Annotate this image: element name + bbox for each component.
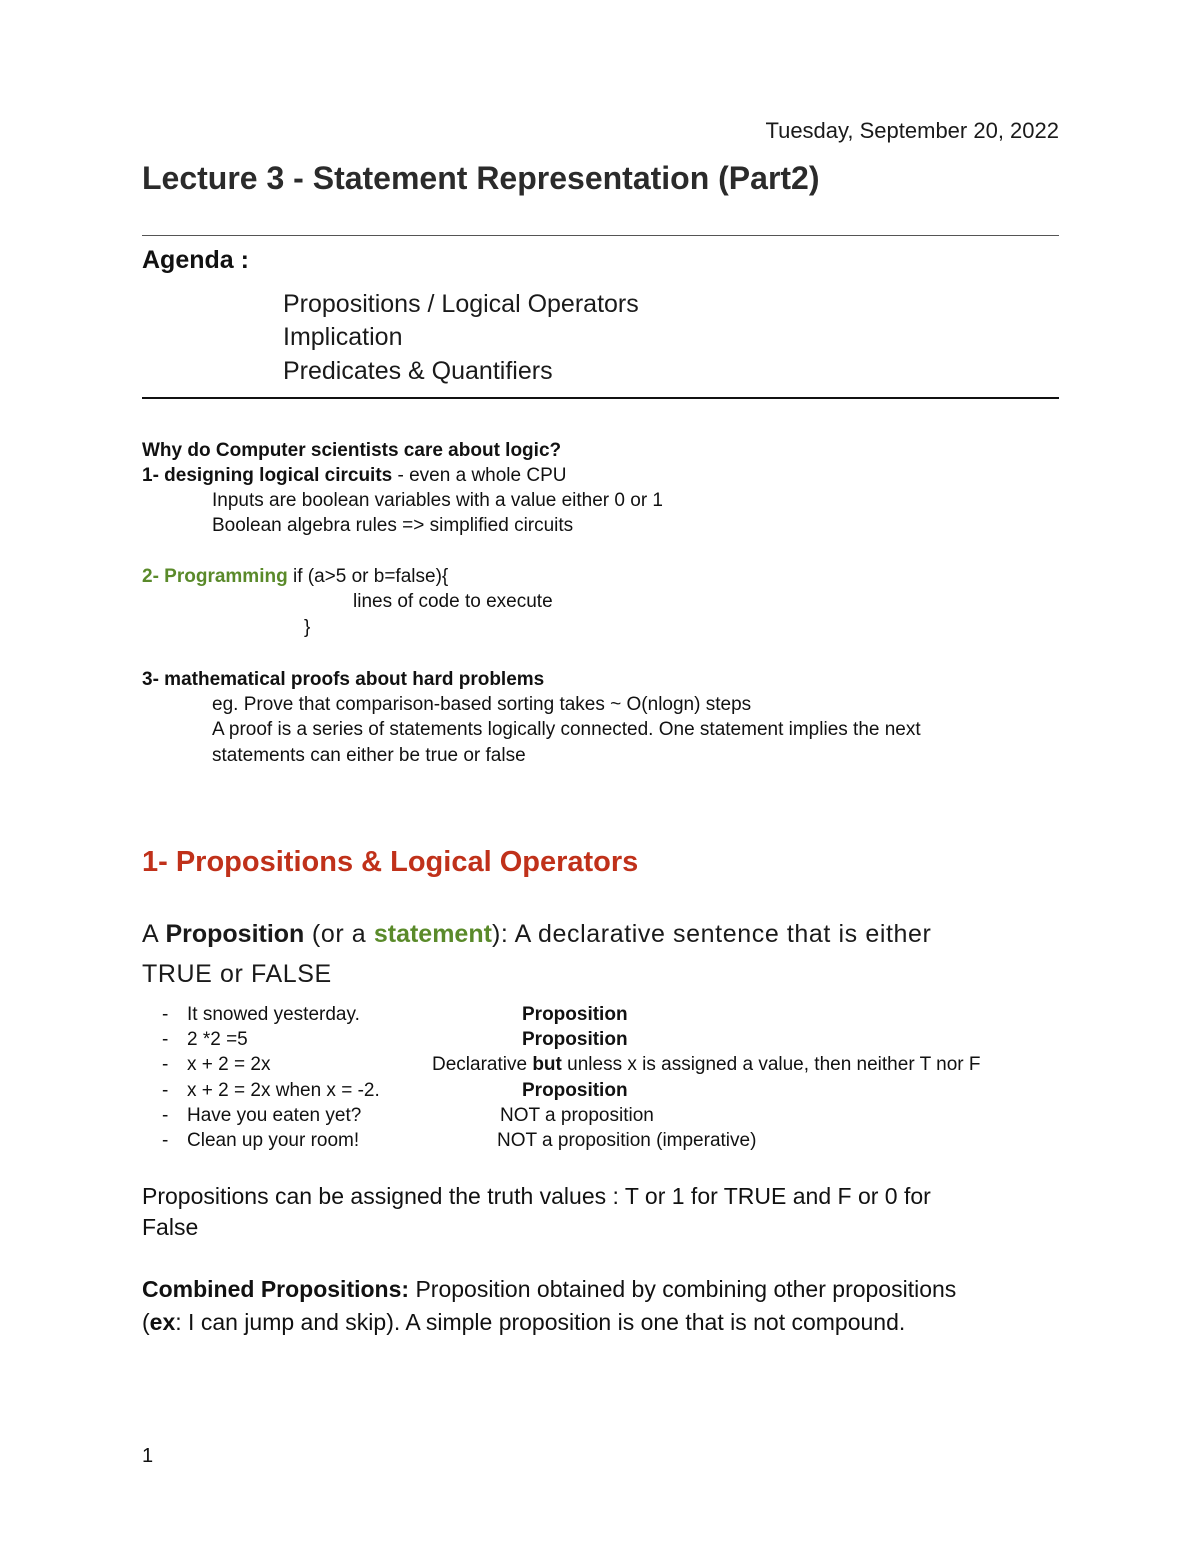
why-item-2-title: 2- Programming bbox=[142, 566, 288, 587]
verdict-text: Declarative bbox=[432, 1054, 533, 1075]
why-item-1 bbox=[142, 465, 566, 487]
date: Tuesday, September 20, 2022 bbox=[765, 118, 1059, 143]
combined-text: Proposition obtained by combining other propositions bbox=[409, 1276, 957, 1302]
truth-values-text: Propositions can be assigned the truth values : T or 1 for TRUE and F or 0 for bbox=[142, 1183, 931, 1209]
why-item-2-code-body: lines of code to execute bbox=[353, 591, 553, 612]
example-text: 2 *2 =5 bbox=[187, 1029, 248, 1050]
combined-text: : I can jump and skip). A simple proposition is one that is not compound. bbox=[175, 1309, 906, 1335]
why-item-2-code-close: } bbox=[304, 617, 311, 638]
combined-propositions bbox=[142, 1276, 956, 1303]
example-verdict: NOT a proposition (imperative) bbox=[497, 1130, 757, 1151]
why-item-2 bbox=[142, 566, 448, 588]
example-text: x + 2 = 2x bbox=[187, 1054, 271, 1075]
proposition-definition-cont: TRUE or FALSE bbox=[142, 960, 332, 988]
bullet: - bbox=[162, 1054, 169, 1075]
agenda-item: Implication bbox=[283, 323, 403, 351]
verdict-emphasis: but bbox=[532, 1054, 562, 1075]
example-verdict: Proposition bbox=[522, 1029, 628, 1050]
why-item-3-title: 3- mathematical proofs about hard problems bbox=[142, 669, 545, 690]
bullet: - bbox=[162, 1004, 169, 1025]
definition-text: A bbox=[142, 920, 166, 948]
example-text: x + 2 = 2x when x = -2. bbox=[187, 1080, 380, 1101]
example-verdict bbox=[432, 1054, 980, 1076]
title-divider bbox=[142, 235, 1059, 236]
example-verdict: NOT a proposition bbox=[500, 1105, 654, 1126]
page-number: 1 bbox=[142, 1445, 154, 1467]
bullet: - bbox=[162, 1105, 169, 1126]
example-verdict: Proposition bbox=[522, 1004, 628, 1025]
why-item-1-sub: Inputs are boolean variables with a value either 0 or 1 bbox=[212, 490, 663, 511]
example-verdict: Proposition bbox=[522, 1080, 628, 1101]
why-item-2-code: if (a>5 or b=false){ bbox=[287, 566, 449, 587]
bullet: - bbox=[162, 1029, 169, 1050]
why-item-1-sub: Boolean algebra rules => simplified circuits bbox=[212, 515, 574, 536]
agenda-item: Propositions / Logical Operators bbox=[283, 290, 639, 318]
definition-text: (or a bbox=[304, 920, 374, 948]
definition-term-alt: statement bbox=[373, 920, 492, 948]
why-item-3-sub: statements can either be true or false bbox=[212, 745, 526, 766]
proposition-definition bbox=[142, 920, 931, 949]
bullet: - bbox=[162, 1080, 169, 1101]
why-item-1-title: 1- designing logical circuits bbox=[142, 465, 393, 486]
agenda-divider bbox=[142, 397, 1059, 399]
definition-text: ): A declarative sentence that is either bbox=[491, 920, 932, 948]
example-text: Have you eaten yet? bbox=[187, 1105, 362, 1126]
combined-term: Combined Propositions: bbox=[142, 1276, 410, 1302]
agenda-item: Predicates & Quantifiers bbox=[283, 357, 553, 385]
page-title: Lecture 3 - Statement Representation (Part2) bbox=[142, 160, 820, 196]
agenda-heading: Agenda : bbox=[142, 246, 249, 274]
why-item-3-sub: eg. Prove that comparison-based sorting takes ~ O(nlogn) steps bbox=[212, 694, 752, 715]
why-question: Why do Computer scientists care about logic? bbox=[142, 440, 562, 461]
combined-text: ( bbox=[142, 1309, 150, 1335]
combined-example-label: ex bbox=[149, 1309, 176, 1335]
definition-term: Proposition bbox=[165, 920, 305, 948]
why-item-3-sub: A proof is a series of statements logically connected. One statement implies the next bbox=[212, 719, 921, 740]
section-heading: 1- Propositions & Logical Operators bbox=[142, 846, 639, 878]
combined-propositions-cont bbox=[142, 1309, 905, 1336]
verdict-text: unless x is assigned a value, then neither T nor F bbox=[561, 1054, 981, 1075]
example-text: Clean up your room! bbox=[187, 1130, 360, 1151]
example-text: It snowed yesterday. bbox=[187, 1004, 360, 1025]
bullet: - bbox=[162, 1130, 169, 1151]
truth-values-text-cont: False bbox=[142, 1214, 199, 1240]
why-item-1-text: - even a whole CPU bbox=[392, 465, 567, 486]
